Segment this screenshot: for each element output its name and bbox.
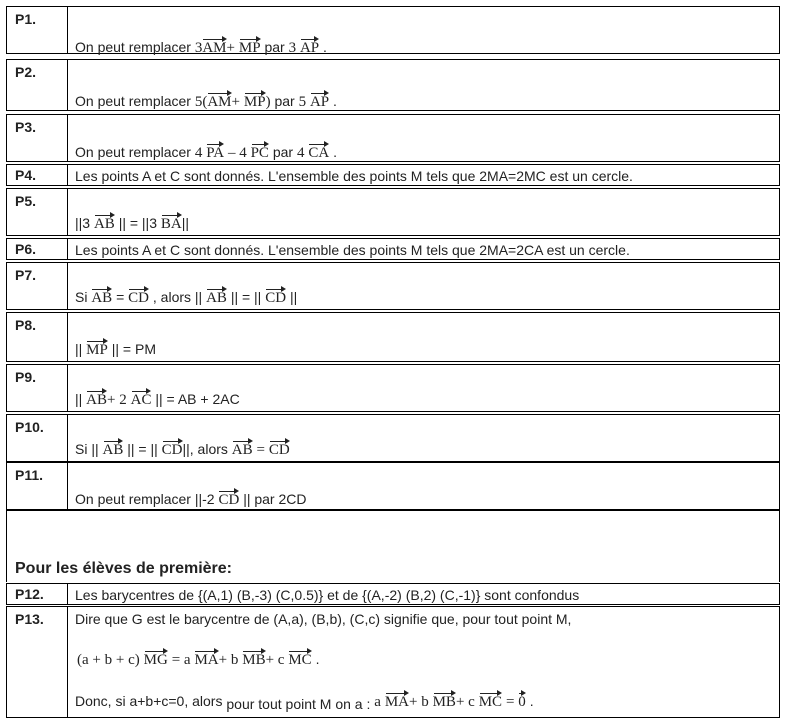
row-label: P11. [7, 463, 68, 509]
text: Donc, si a+b+c=0, alors [75, 693, 223, 709]
vector: MC [288, 647, 311, 669]
text: || = AB + 2AC [155, 391, 240, 407]
vector: AB [232, 437, 253, 459]
text: || [75, 341, 83, 357]
coef: 3 [194, 40, 203, 56]
coef: 5 [298, 94, 307, 110]
operator: – 4 [227, 145, 247, 161]
coef: 4 [194, 145, 203, 161]
vector: CA [308, 140, 329, 162]
row-text [75, 487, 306, 509]
text: || [75, 391, 83, 407]
row-label: P2. [7, 60, 68, 110]
text: || = PM [111, 341, 156, 357]
operator: = [256, 442, 265, 458]
vector: AB [206, 285, 227, 307]
text: . [333, 144, 337, 160]
row-label: P5. [7, 189, 68, 235]
text: = [116, 289, 125, 305]
vector: AB [91, 285, 112, 307]
vector: AM [202, 35, 226, 57]
text: || par 2CD [243, 491, 307, 507]
row-text: Les barycentres de {(A,1) (B,-3) (C,0.5)} et de {(A,-2) (B,2) (C,-1)} sont confondus [75, 587, 580, 603]
vector: MP [86, 337, 108, 359]
row-p7 [6, 262, 780, 310]
vector: PC [251, 140, 269, 162]
conclusion-line [75, 689, 534, 711]
row-label: P7. [7, 263, 68, 309]
text: On peut remplacer [75, 93, 191, 109]
text: . [323, 39, 327, 55]
coef: + b [218, 652, 239, 668]
row-p11 [6, 462, 780, 510]
text: ||, alors [182, 441, 228, 457]
definition-line: Dire que G est le barycentre de (A,a), (B,b), (C,c) signifie que, pour tout point M, [75, 611, 572, 627]
vector: AP [300, 35, 319, 57]
row-p8 [6, 312, 780, 362]
vector: MA [194, 647, 218, 669]
row-text [75, 285, 297, 307]
row-p10 [6, 414, 780, 462]
text: par [272, 144, 294, 160]
vector: CD [162, 437, 183, 459]
row-label: P9. [7, 365, 68, 411]
text: ||3 [75, 215, 91, 231]
text: || = ||3 [118, 215, 157, 231]
row-text [75, 437, 290, 459]
row-text: Les points A et C sont donnés. L'ensemble des points M tels que 2MA=2MC est un cercle. [75, 168, 633, 184]
row-label: P12. [7, 584, 68, 604]
vector: MA [385, 689, 409, 711]
vector: 0 [518, 689, 526, 711]
row-text [75, 35, 327, 57]
text: || = || [127, 441, 158, 457]
vector: CD [128, 285, 149, 307]
coef: a [374, 694, 381, 710]
barycentre-formula [77, 647, 319, 669]
row-p3 [6, 114, 780, 162]
row-label: P8. [7, 313, 68, 361]
row-text [75, 387, 240, 409]
coef: ) [265, 94, 271, 110]
vector: AC [131, 387, 152, 409]
coef: + c [265, 652, 285, 668]
text: . [529, 693, 534, 709]
coef: (a + b + c) [77, 652, 140, 668]
row-p4 [6, 164, 780, 186]
coef: = a [171, 652, 191, 668]
vector: AB [103, 437, 124, 459]
text: Si [75, 289, 88, 305]
row-p1 [6, 6, 780, 54]
vector: BA [161, 211, 182, 233]
coef: 4 [296, 145, 305, 161]
vector: CD [265, 285, 286, 307]
row-p2 [6, 59, 780, 111]
vector: MC [479, 689, 502, 711]
operator: + [231, 94, 240, 110]
vector: AB [86, 387, 107, 409]
row-label: P6. [7, 239, 68, 259]
coef: + b [408, 694, 429, 710]
text: On peut remplacer [75, 39, 191, 55]
vector: CD [269, 437, 290, 459]
vector: MP [239, 35, 261, 57]
row-text: Les points A et C sont donnés. L'ensemble des points M tels que 2MA=2CA est un cercle. [75, 242, 630, 258]
vector: AB [94, 211, 115, 233]
text: , alors || [152, 289, 203, 305]
vector: AM [207, 89, 231, 111]
row-label: P4. [7, 165, 68, 185]
text: On peut remplacer [75, 144, 191, 160]
vector: AP [310, 89, 329, 111]
text: || [289, 289, 298, 305]
row-p12 [6, 583, 780, 605]
row-p5 [6, 188, 780, 236]
vector: MB [433, 689, 456, 711]
coef: + c [455, 694, 475, 710]
coef: 5( [194, 94, 208, 110]
text: pour tout point M on a : [226, 696, 371, 712]
row-text [75, 140, 337, 162]
row-p9 [6, 364, 780, 412]
row-text [75, 337, 156, 359]
operator: = [505, 694, 515, 710]
section-heading-cell [6, 510, 780, 582]
vector: MP [244, 89, 266, 111]
section-heading: Pour les élèves de première: [15, 560, 232, 577]
text: . [333, 93, 337, 109]
operator: + [226, 40, 235, 56]
row-label: P10. [7, 415, 68, 461]
text: par [274, 93, 295, 109]
row-text [75, 89, 337, 111]
row-label: P1. [7, 7, 68, 53]
row-p13 [6, 606, 780, 718]
coef: 3 [288, 40, 297, 56]
vector: CD [218, 487, 239, 509]
vector: MG [144, 647, 168, 669]
row-text [75, 211, 189, 233]
vector: PA [206, 140, 224, 162]
text: par [264, 39, 285, 55]
row-label: P3. [7, 115, 68, 161]
text: Si || [75, 441, 99, 457]
text: || [181, 215, 189, 231]
text: On peut remplacer ||-2 [75, 491, 215, 507]
text: . [315, 651, 320, 667]
row-p6 [6, 238, 780, 260]
text: || = || [230, 289, 262, 305]
row-label: P13. [7, 607, 68, 717]
vector: MB [242, 647, 265, 669]
operator: + 2 [107, 392, 127, 408]
